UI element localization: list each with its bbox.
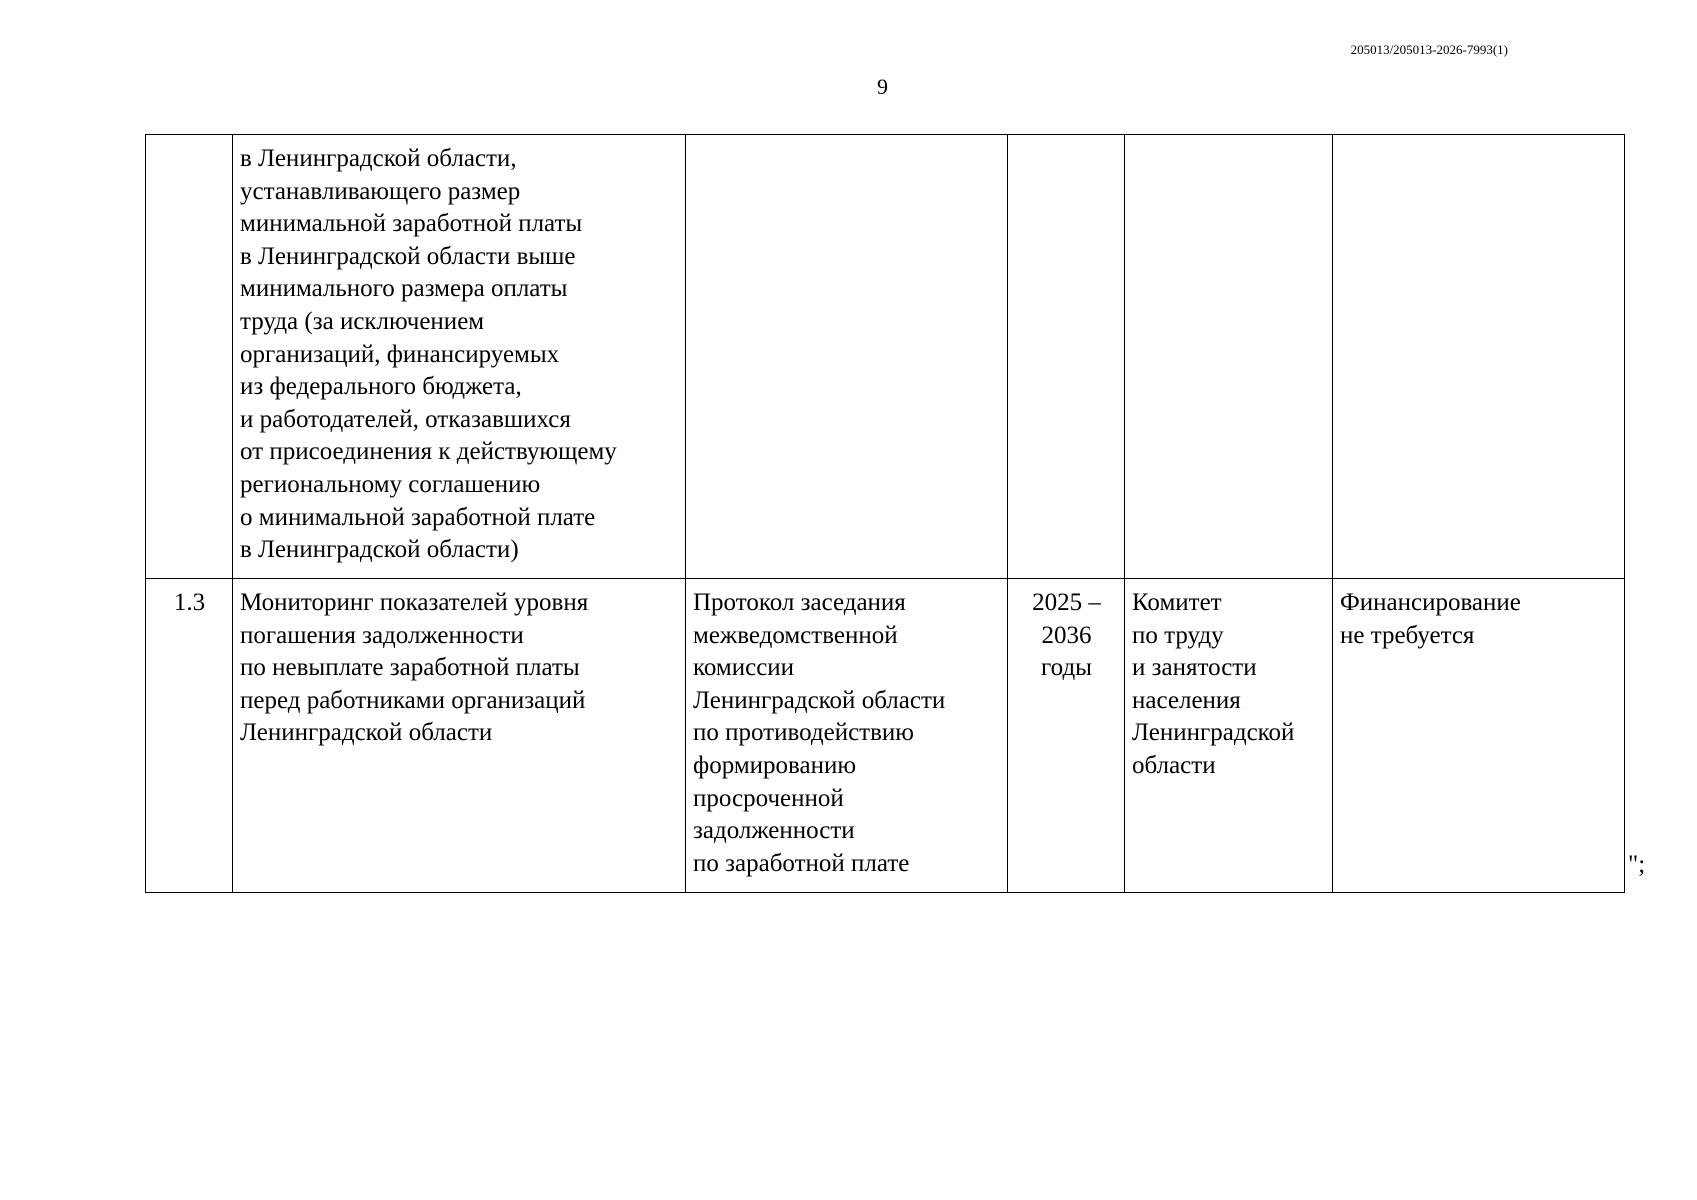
document-id: 205013/205013-2026-7993(1) [1350,42,1508,57]
cell-result [686,579,1008,893]
term-text-line: 2036 [1041,621,1092,649]
item-number: 1.3 [173,589,206,616]
result-text-line: по противодействию [693,719,914,747]
result-text-line: комиссии [693,654,795,682]
measure-text-line: перед работниками организаций [240,686,586,714]
table-row [146,579,1625,893]
cell-number [146,579,233,893]
measure-text-line: погашения задолженности [240,621,524,649]
measure-text-line: из федерального бюджета, [240,373,522,401]
funding-text-line: не требуется [1340,621,1475,649]
measure-text-line: Мониторинг показателей уровня [240,589,589,616]
cell-term [1008,579,1125,893]
cell-measure [233,135,686,579]
result-text-line: по заработной плате [693,849,910,877]
executor-text-line: области [1132,751,1216,779]
result-text-line: Протокол заседания [693,589,906,616]
measure-text-line: устанавливающего размер [240,177,521,205]
term-text-line: 2025 – [1032,589,1101,616]
measure-text-line: региональному соглашению [240,470,541,498]
cell-funding [1333,579,1625,893]
measure-text-line: организаций, финансируемых [240,340,560,368]
closing-quote-mark: "; [1628,851,1646,878]
executor-text-line: Комитет [1132,589,1222,616]
measure-text-line: в Ленинградской области) [240,536,519,564]
cell-executor [1125,135,1333,579]
cell-measure [233,579,686,893]
measure-text-line: и работодателей, отказавшихся [240,405,571,433]
term-text-line: годы [1041,654,1092,682]
measure-text-line: в Ленинградской области выше [240,242,576,270]
measure-text-line: минимальной заработной платы [240,210,583,238]
result-text-line: просроченной [693,784,844,812]
executor-text-line: населения [1132,686,1241,714]
executor-text-line: по труду [1132,621,1224,649]
cell-executor [1125,579,1333,893]
result-text-line: задолженности [693,817,855,845]
result-text-line: формированию [693,751,857,779]
page-number: 9 [877,74,888,99]
measure-text-line: Ленинградской области [240,719,493,747]
measure-text-line: о минимальной заработной плате [240,503,596,531]
measure-text-line: от присоединения к действующему [240,438,617,466]
measure-text-line: труда (за исключением [240,307,485,335]
executor-text-line: и занятости [1132,654,1257,682]
measure-text-line: в Ленинградской области, [240,145,517,172]
cell-funding [1333,135,1625,579]
result-text-line: Ленинградской области [693,686,946,714]
table-row [146,135,1625,579]
measure-text-line: по невыплате заработной платы [240,654,580,682]
measure-text-line: минимального размера оплаты [240,275,568,303]
cell-number [146,135,233,579]
result-text-line: межведомственной [693,621,898,649]
funding-text-line: Финансирование [1340,589,1521,616]
executor-text-line: Ленинградской [1132,719,1295,747]
cell-result [686,135,1008,579]
measures-table [145,134,1625,893]
cell-term [1008,135,1125,579]
